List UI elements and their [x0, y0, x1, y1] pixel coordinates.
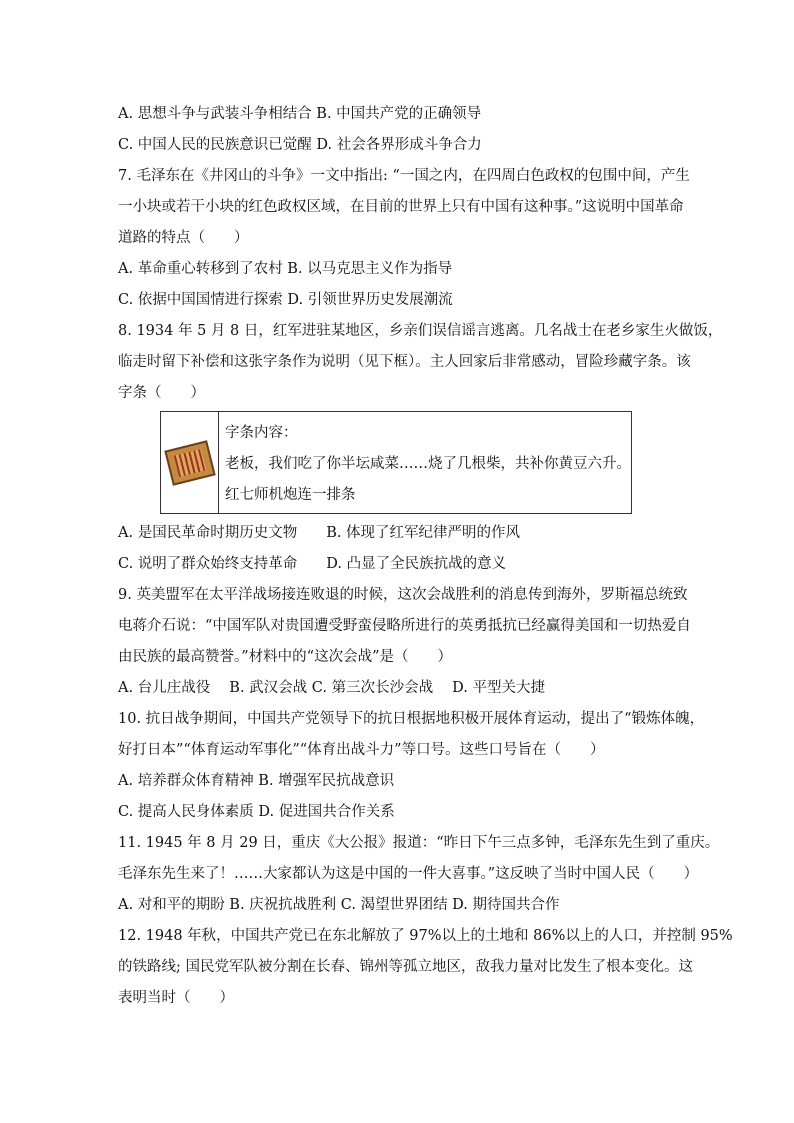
note-box	[160, 411, 632, 514]
question-list	[118, 99, 733, 1014]
q8-options-row1: A. 是国民革命时期历史文物 B. 体现了红军纪律严明的作风	[118, 525, 521, 541]
note-heading: 字条内容：	[225, 425, 298, 441]
q7-stem-line2: 一小块或若干小块的红色政权区域，在目前的世界上只有中国有这种事。”这说明中国革命	[118, 199, 684, 215]
q10-stem-line1: 10. 抗日战争期间，中国共产党领导下的抗日根据地积极开展体育运动，提出了“锻炼体魄，	[118, 711, 705, 727]
q6-options-row2: C. 中国人民的民族意识已觉醒 D. 社会各界形成斗争合力	[118, 137, 482, 153]
q11-stem-line1: 11. 1945 年 8 月 29 日，重庆《大公报》报道：“昨日下午三点多钟，毛泽东先生到了重庆。	[118, 835, 720, 851]
q7-options-row2: C. 依据中国国情进行探索 D. 引领世界历史发展潮流	[118, 292, 453, 308]
note-image-cell	[161, 412, 219, 513]
q11-stem-line2: 毛泽东先生来了！……大家都认为这是中国的一件大喜事。”这反映了当时中国人民（ ）	[118, 866, 699, 882]
q9-stem-line1: 9. 英美盟军在太平洋战场接连败退的时候，这次会战胜利的消息传到海外，罗斯福总统致	[118, 587, 688, 603]
q12-stem-line3: 表明当时（ ）	[118, 990, 234, 1006]
q8-stem-line1: 8. 1934 年 5 月 8 日，红军进驻某地区，乡亲们误信谣言逃离。几名战士在老乡家生火做饭，	[118, 323, 723, 339]
note-body: 老板，我们吃了你半坛咸菜……烧了几根柴，共补你黄豆六升。	[225, 456, 631, 472]
q7-stem-line1: 7. 毛泽东在《井冈山的斗争》一文中指出: “一国之内，在四周白色政权的包围中间，产生	[118, 168, 690, 184]
q7-stem-line3: 道路的特点（ ）	[118, 230, 249, 246]
note-signature: 红七师机炮连一排条	[225, 487, 356, 503]
q9-stem-line2: 电蒋介石说：“中国军队对贵国遭受野蛮侵略所进行的英勇抵抗已经赢得美国和一切热爱自	[118, 618, 691, 634]
q8-stem-line3: 字条（ ）	[118, 385, 205, 401]
q6-options-row1: A. 思想斗争与武装斗争相结合 B. 中国共产党的正确领导	[118, 106, 482, 122]
q7-options-row1: A. 革命重心转移到了农村 B. 以马克思主义作为指导	[118, 261, 453, 277]
q8-options-row2: C. 说明了群众始终支持革命 D. 凸显了全民族抗战的意义	[118, 556, 507, 572]
q12-stem-line2: 的铁路线; 国民党军队被分割在长春、锦州等孤立地区，敌我力量对比发生了根本变化。这	[118, 959, 693, 975]
q9-options-row1: A. 台儿庄战役 B. 武汉会战 C. 第三次长沙会战 D. 平型关大捷	[118, 680, 546, 696]
q10-options-row1: A. 培养群众体育精神 B. 增强军民抗战意识	[118, 773, 395, 789]
q8-stem-line2: 临走时留下补偿和这张字条作为说明（见下框）。主人回家后非常感动，冒险珍藏字条。该	[118, 354, 691, 370]
q10-stem-line2: 好打日本”“体育运动军事化”“体育出战斗力”等口号。这些口号旨在（ ）	[118, 742, 605, 758]
q10-options-row2: C. 提高人民身体素质 D. 促进国共合作关系	[118, 804, 395, 820]
note-text	[219, 412, 631, 513]
note-photo-icon	[164, 440, 215, 486]
q11-options-row1: A. 对和平的期盼 B. 庆祝抗战胜利 C. 渴望世界团结 D. 期待国共合作	[118, 897, 560, 913]
q9-stem-line3: 由民族的最高赞誉。”材料中的“这次会战”是（ ）	[118, 649, 452, 665]
q12-stem-line1: 12. 1948 年秋，中国共产党已在东北解放了 97%以上的土地和 86%以上的人口，并控制 95%	[118, 928, 733, 944]
